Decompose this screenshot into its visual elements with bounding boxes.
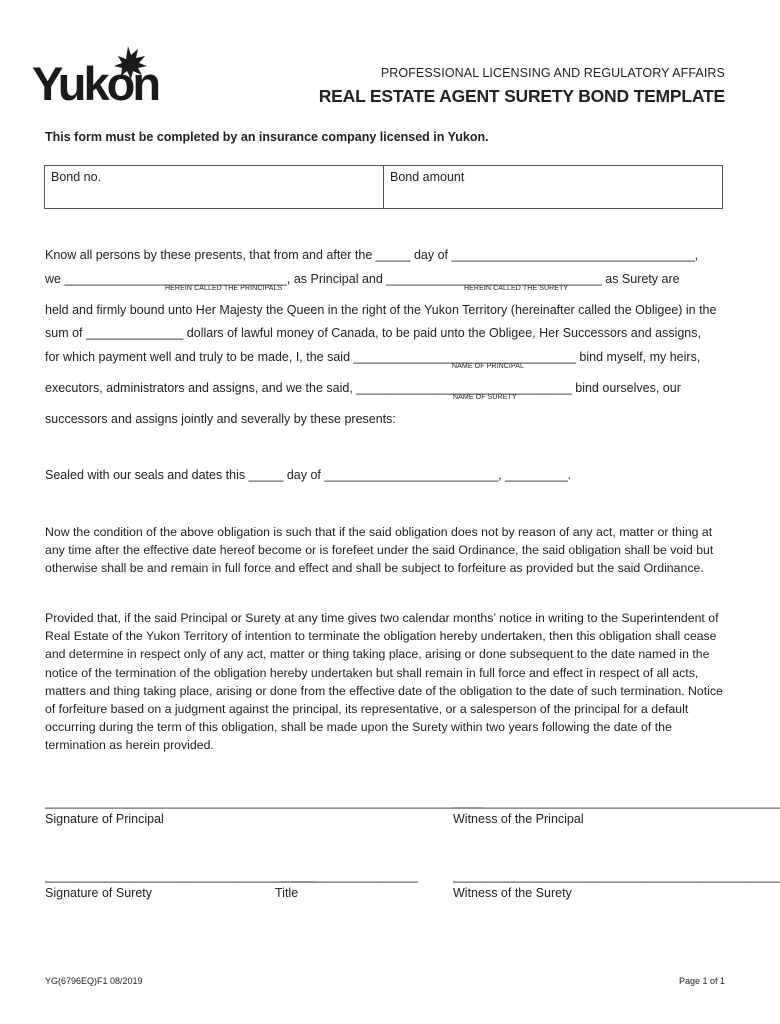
title-line[interactable]: ____________________ bbox=[279, 869, 419, 883]
agency-name: PROFESSIONAL LICENSING AND REGULATORY AFFAIRS bbox=[380, 66, 725, 80]
body-line-3: held and firmly bound unto Her Majesty the Queen in the right of the Yukon Territory (hereinafter called the Obligee) in the bbox=[45, 303, 717, 317]
bond-amount-label: Bond amount bbox=[390, 170, 465, 184]
body-line-6: executors, administrators and assigns, and we the said, _______________________________ bind ourselves, our bbox=[45, 381, 681, 395]
sealed-line: Sealed with our seals and dates this _____ day of _________________________, _________. bbox=[45, 468, 572, 482]
title-label: Title bbox=[275, 886, 299, 900]
sub-name-surety: NAME OF SURETY bbox=[453, 394, 517, 401]
signature-surety-label: Signature of Surety bbox=[45, 886, 153, 900]
intro-text: This form must be completed by an insurance company licensed in Yukon. bbox=[45, 130, 489, 144]
witness-principal-label: Witness of the Principal bbox=[453, 812, 584, 826]
signature-principal-label: Signature of Principal bbox=[45, 812, 164, 826]
provided-paragraph: Provided that, if the said Principal or Surety at any time gives two calendar months’ notice in writing to the Superintendent of Real Estate of the Yukon Territory of intention to terminate the obligation hereby undertaken, then this obligation shall cease and determine in respect only of any act, matter or thing taking place, arising or done subsequent to the date named in the notice of the termination of the obligation hereby undertaken but shall remain in full force and effect in respect of all acts, matters and thing taking place, arising or done from the effective date of the obligation to the date of such termination. Notice of forfeiture based on a judgment against the principal, its representative, or a salesperson of the principal for a default occurring during the term of this obligation, shall be made upon the Surety within two years following the date of the termination as herein provided. bbox=[45, 611, 723, 753]
logo-wordmark: Yukon bbox=[32, 57, 159, 110]
signature-principal-line[interactable]: _______________________________________________________________ bbox=[45, 795, 483, 809]
sub-surety: HEREIN CALLED THE SURETY bbox=[464, 285, 569, 292]
witness-principal-line[interactable]: _______________________________________________ bbox=[453, 795, 780, 809]
condition-paragraph: Now the condition of the above obligation is such that if the said obligation does not by reason of any act, matter or thing at any time after the effective date hereof become or is forefeet under the said Ordinance, the said obligation shall be void but otherwise shall be and remain in full force and effect and shall be subject to forfeiture as provided but the said Ordinance. bbox=[45, 525, 714, 576]
body-line-7: successors and assigns jointly and severally by these presents: bbox=[45, 412, 396, 426]
sub-name-principal: NAME OF PRINCIPAL bbox=[452, 363, 524, 370]
form-title: REAL ESTATE AGENT SURETY BOND TEMPLATE bbox=[318, 86, 725, 106]
form-id: YG(6796EQ)F1 08/2019 bbox=[45, 976, 143, 986]
body-line-4: sum of ______________ dollars of lawful money of Canada, to be paid unto the Obligee, Her Successors and assigns, bbox=[45, 326, 701, 340]
bond-no-field[interactable] bbox=[45, 166, 383, 208]
signature-surety-line[interactable]: _______________________________________ bbox=[45, 869, 317, 883]
witness-surety-label: Witness of the Surety bbox=[453, 886, 572, 900]
body-line-2: we ________________________________, as Principal and _______________________________ as Surety are bbox=[45, 272, 680, 286]
bond-amount-field[interactable] bbox=[383, 166, 722, 208]
bond-fields-box bbox=[44, 165, 723, 209]
body-line-1: Know all persons by these presents, that from and after the _____ day of ___________________________________, bbox=[45, 248, 699, 262]
bond-no-label: Bond no. bbox=[51, 170, 102, 184]
body-line-5: for which payment well and truly to be made, I, the said ________________________________ bind myself, my heirs, bbox=[45, 350, 701, 364]
sub-principals: HEREIN CALLED THE PRINCIPALS bbox=[165, 285, 283, 292]
page-number: Page 1 of 1 bbox=[678, 976, 725, 986]
witness-surety-line[interactable]: _______________________________________________ bbox=[453, 869, 780, 883]
yukon-logo bbox=[32, 44, 172, 110]
